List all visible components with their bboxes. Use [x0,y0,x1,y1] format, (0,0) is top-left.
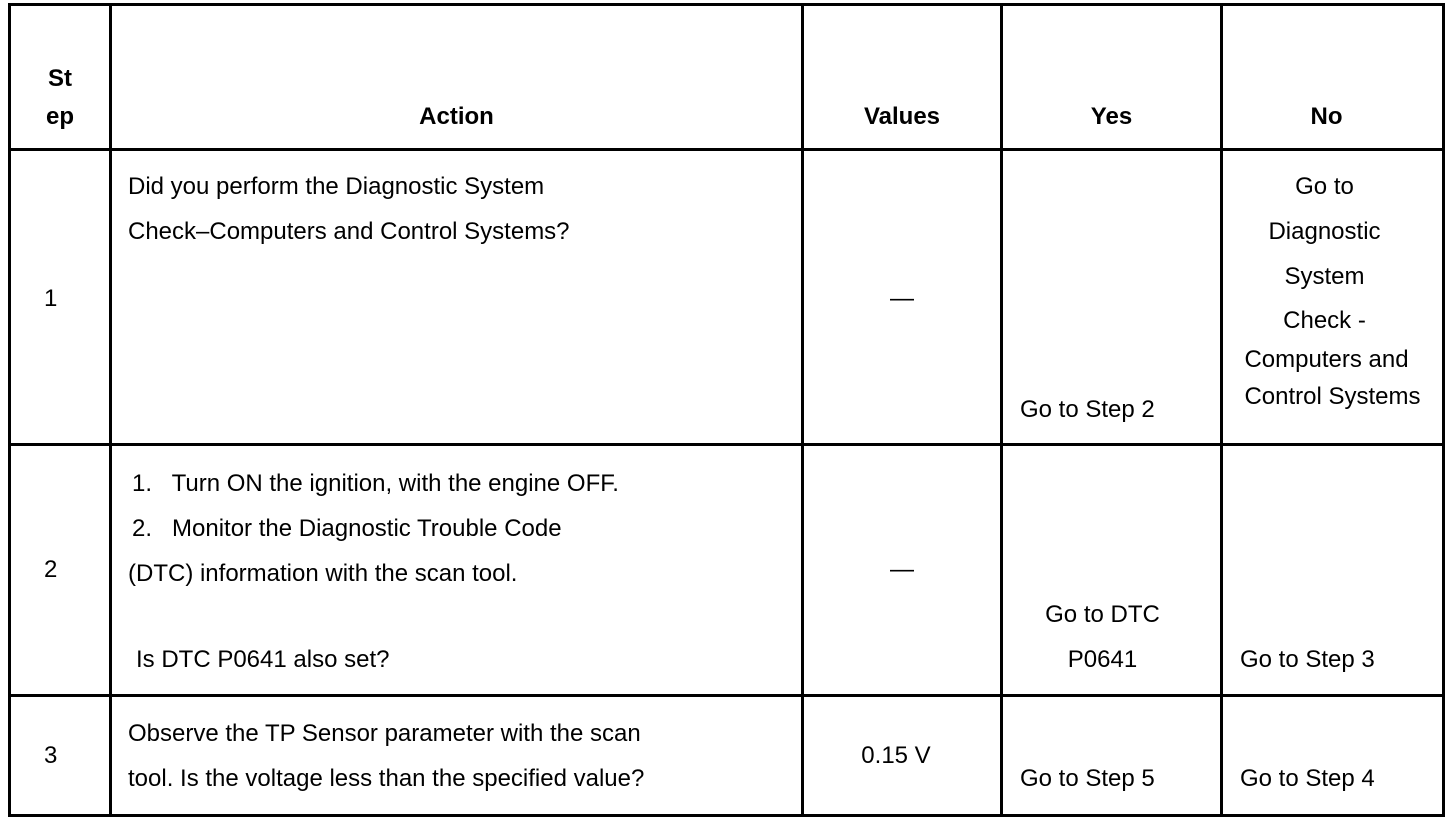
no-text: Go to Step 4 [1240,765,1375,792]
no-text: System [1284,263,1365,290]
action-text: Check–Computers and Control Systems? [128,218,570,245]
header-no: No [1310,103,1343,130]
yes-text: Go to DTC [1045,601,1160,628]
yes-text: Go to Step 2 [1020,396,1155,423]
step-number: 2 [44,556,58,583]
action-text: tool. Is the voltage less than the specified value? [128,765,645,792]
no-text: Computers and [1244,346,1409,373]
header-step [11,67,109,129]
action-text: Did you perform the Diagnostic System [128,173,545,200]
table-border-right [1442,3,1445,816]
action-text: 1. Turn ON the ignition, with the engine OFF. [132,470,619,497]
action-text: Observe the TP Sensor parameter with the scan [128,720,641,747]
value-text: — [890,285,914,312]
yes-text: Go to Step 5 [1020,765,1155,792]
action-text: 2. Monitor the Diagnostic Trouble Code [132,515,562,542]
header-values: Values [863,103,941,130]
header-step-line2: ep [45,103,74,130]
value-text: 0.15 V [861,742,931,769]
no-text: Go to [1295,173,1354,200]
action-text: (DTC) information with the scan tool. [128,560,518,587]
header-divider [8,148,1445,151]
row-divider [8,443,1445,446]
header-yes: Yes [1090,103,1133,130]
table-border-top [8,3,1445,6]
step-number: 3 [44,742,58,769]
step-number: 1 [44,285,58,312]
yes-text: P0641 [1067,646,1138,673]
row-divider [8,694,1445,697]
no-text: Diagnostic [1268,218,1381,245]
no-text: Control Systems [1244,383,1421,410]
table-border-bottom [8,814,1445,817]
no-text: Go to Step 3 [1240,646,1375,673]
value-text: — [890,556,914,583]
no-text: Check - [1283,307,1366,334]
header-action: Action [419,103,494,130]
action-question: Is DTC P0641 also set? [136,646,390,673]
header-step-line1: St [48,65,72,92]
